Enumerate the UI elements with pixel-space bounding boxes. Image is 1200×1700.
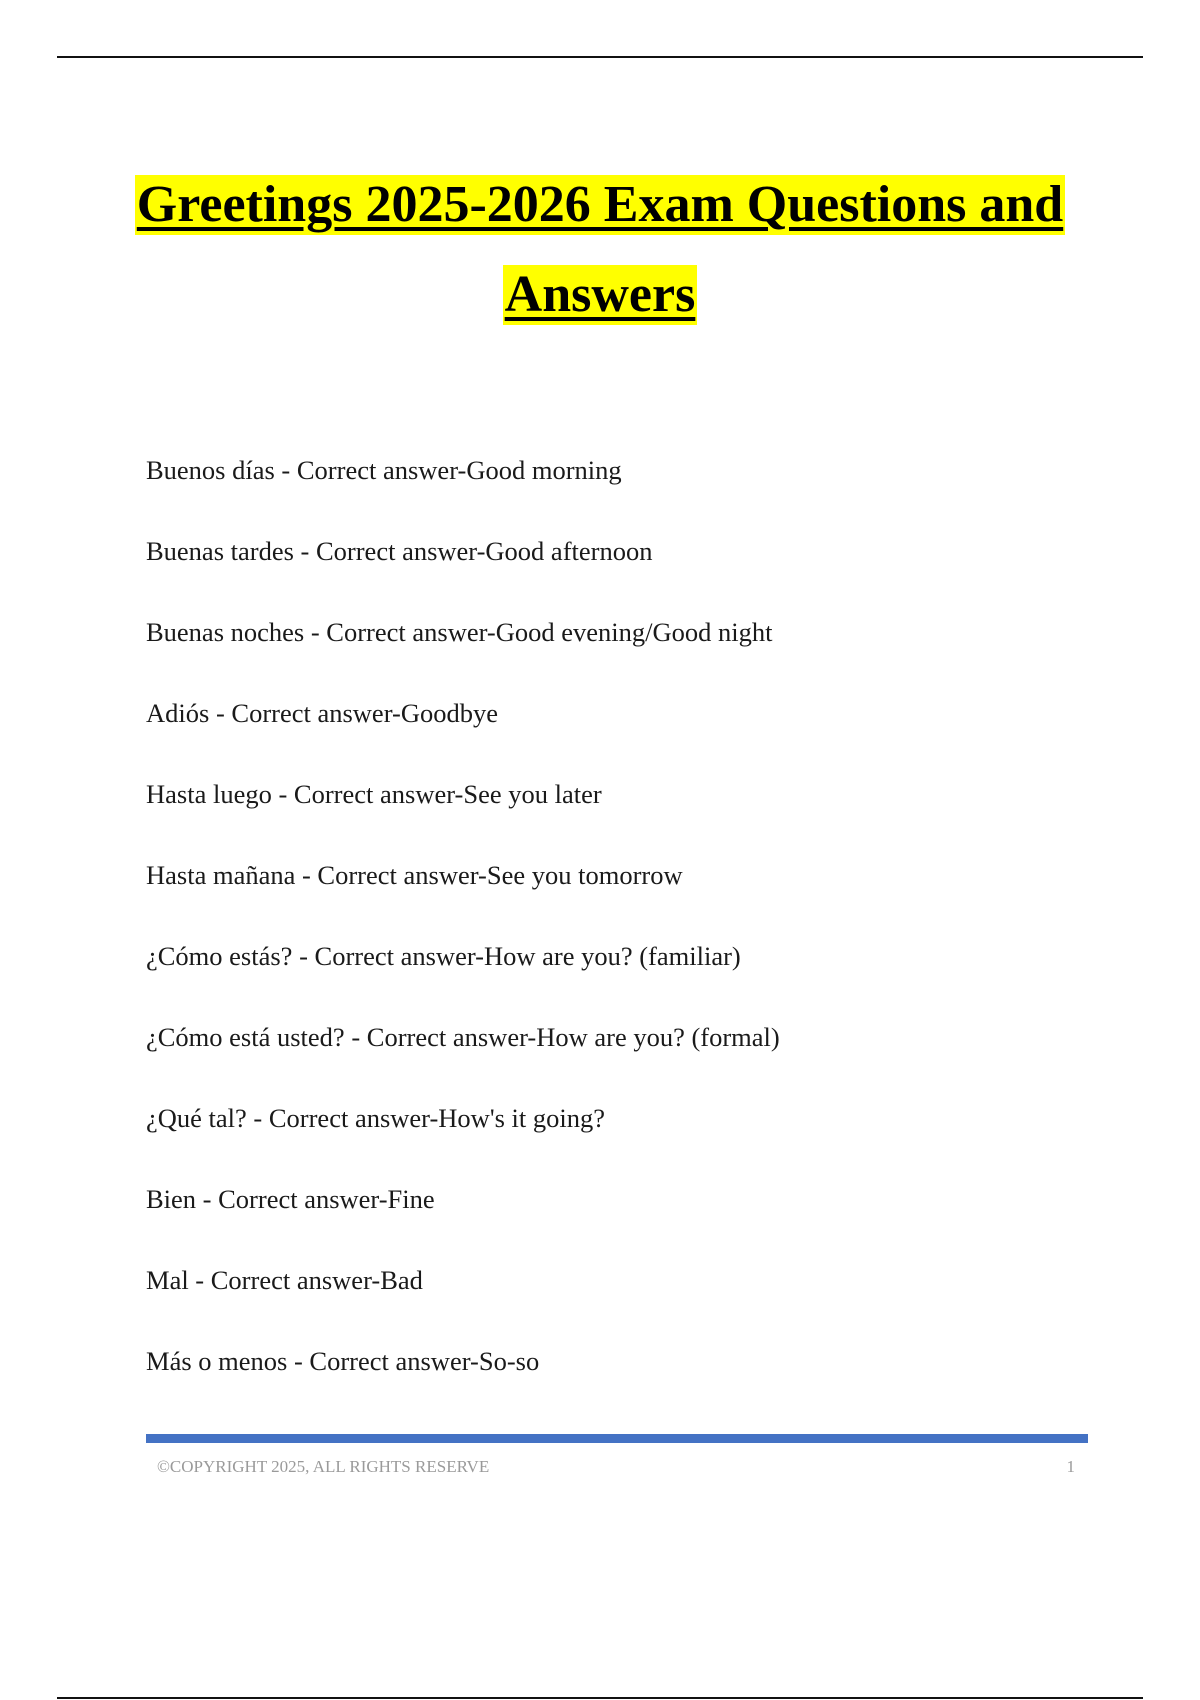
qa-item: Buenas tardes - Correct answer-Good afternoon: [146, 536, 653, 566]
page-number: 1: [1066, 1457, 1075, 1476]
bottom-divider: [57, 1697, 1143, 1699]
qa-item: ¿Cómo estás? - Correct answer-How are you? (familiar): [146, 941, 741, 971]
qa-list: [146, 448, 780, 1420]
qa-item: Bien - Correct answer-Fine: [146, 1184, 435, 1214]
qa-item: Mal - Correct answer-Bad: [146, 1265, 423, 1295]
qa-item: Adiós - Correct answer-Goodbye: [146, 698, 498, 728]
footer-copyright: ©COPYRIGHT 2025, ALL RIGHTS RESERVE: [157, 1457, 490, 1476]
qa-item: Buenos días - Correct answer-Good morning: [146, 455, 622, 485]
top-divider: [57, 56, 1143, 58]
qa-item: Más o menos - Correct answer-So-so: [146, 1346, 540, 1376]
qa-item: Hasta luego - Correct answer-See you later: [146, 779, 602, 809]
qa-item: ¿Cómo está usted? - Correct answer-How are you? (formal): [146, 1022, 780, 1052]
footer-bar: [146, 1434, 1088, 1443]
qa-item: Hasta mañana - Correct answer-See you tomorrow: [146, 860, 683, 890]
qa-item: ¿Qué tal? - Correct answer-How's it going?: [146, 1103, 606, 1133]
title-line-1: Greetings 2025-2026 Exam Questions and: [136, 176, 1064, 233]
title-line-2: Answers: [504, 266, 696, 323]
qa-item: Buenas noches - Correct answer-Good evening/Good night: [146, 617, 773, 647]
document-title: [0, 175, 1200, 325]
